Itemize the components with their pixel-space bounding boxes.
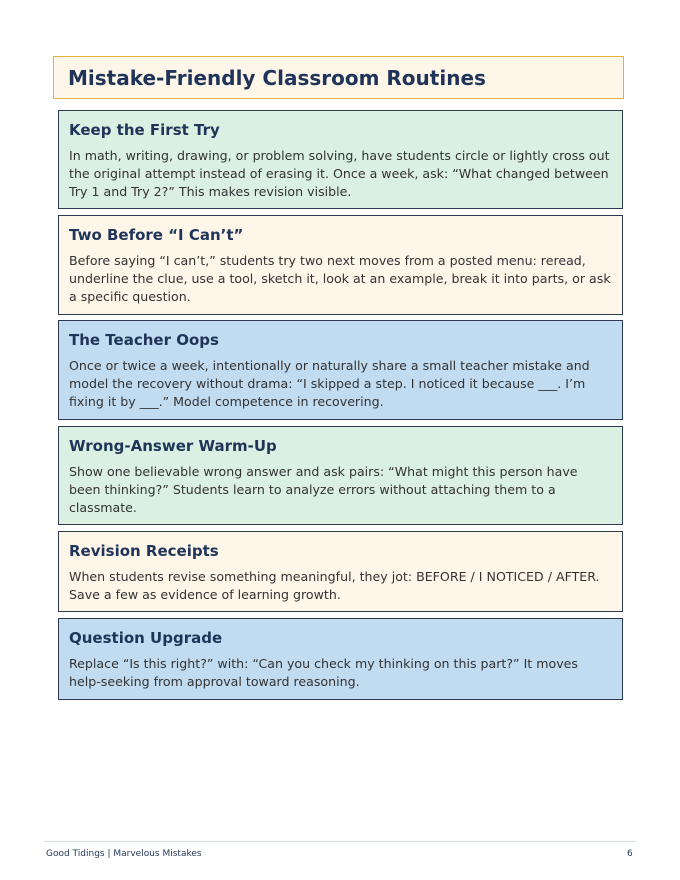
card-heading: The Teacher Oops	[69, 331, 219, 349]
card-body: In math, writing, drawing, or problem solving, have students circle or lightly cross out the original attempt instead of erasing it. Once a week, ask: “What changed between Try 1 and Try 2?” This makes revision visible.	[69, 148, 610, 199]
footer-text: Good Tidings | Marvelous Mistakes	[46, 849, 202, 859]
card-heading: Keep the First Try	[69, 121, 220, 139]
routine-card-wrong-answer-warm-up	[58, 426, 623, 525]
routine-card-teacher-oops	[58, 320, 623, 420]
card-heading: Wrong-Answer Warm-Up	[69, 437, 277, 455]
title-box	[53, 56, 624, 99]
card-body: When students revise something meaningful, they jot: BEFORE / I NOTICED / AFTER. Save a few as evidence of learning growth.	[69, 569, 600, 602]
routine-card-two-before-i-cant	[58, 215, 623, 315]
footer-divider	[44, 841, 636, 842]
card-body: Show one believable wrong answer and ask pairs: “What might this person have been thinking?” Students learn to analyze errors without attaching them to a classmate.	[69, 464, 578, 515]
routine-card-revision-receipts	[58, 531, 623, 612]
card-body: Replace “Is this right?” with: “Can you check my thinking on this part?” It moves help-seeking from approval toward reasoning.	[69, 656, 578, 689]
card-heading: Question Upgrade	[69, 629, 223, 647]
card-body: Before saying “I can’t,” students try two next moves from a posted menu: reread, underline the clue, use a tool, sketch it, look at an example, break it into parts, or ask a specific question.	[69, 253, 611, 304]
routine-card-keep-first-try	[58, 110, 623, 209]
card-heading: Revision Receipts	[69, 542, 219, 560]
routine-card-question-upgrade	[58, 618, 623, 700]
page-number: 6	[627, 849, 633, 859]
card-heading: Two Before “I Can’t”	[69, 226, 244, 244]
page-title: Mistake-Friendly Classroom Routines	[68, 65, 486, 90]
card-body: Once or twice a week, intentionally or naturally share a small teacher mistake and model the recovery without drama: “I skipped a step. I noticed it because ___. I’m fixing it by ___.” Model competence in recovering.	[69, 358, 590, 409]
